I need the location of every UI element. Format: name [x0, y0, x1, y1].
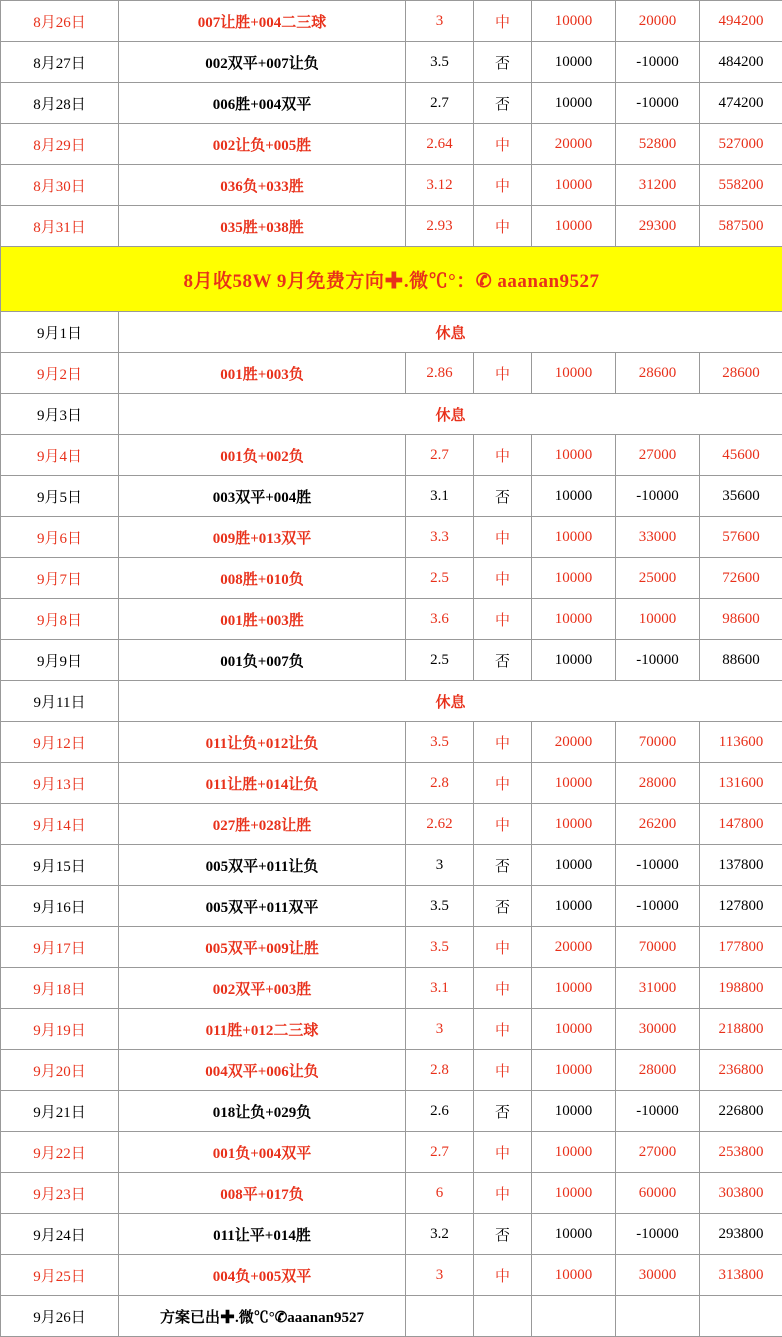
table-row — [1, 517, 782, 558]
row-stake: 10000 — [532, 476, 616, 517]
row-hit: 中 — [474, 124, 532, 165]
row-hit: 中 — [474, 517, 532, 558]
row-hit: 中 — [474, 599, 532, 640]
row-hit: 中 — [474, 763, 532, 804]
row-stake: 10000 — [532, 558, 616, 599]
row-date: 9月21日 — [1, 1091, 119, 1132]
row-odds: 2.8 — [406, 1050, 474, 1091]
row-date: 9月5日 — [1, 476, 119, 517]
row-date: 9月1日 — [1, 312, 119, 353]
row-total: 72600 — [700, 558, 782, 599]
row-hit: 否 — [474, 1214, 532, 1255]
row-profit: 60000 — [616, 1173, 700, 1214]
row-total: 484200 — [700, 42, 782, 83]
row-profit: 20000 — [616, 1, 700, 42]
row-total: 303800 — [700, 1173, 782, 1214]
row-date: 9月7日 — [1, 558, 119, 599]
row-profit: 26200 — [616, 804, 700, 845]
promo-banner-row — [1, 247, 782, 312]
empty-cell — [700, 1296, 782, 1337]
row-profit: -10000 — [616, 640, 700, 681]
row-profit: 33000 — [616, 517, 700, 558]
row-odds: 3.3 — [406, 517, 474, 558]
rest-label: 休息 — [119, 394, 782, 435]
row-profit: 30000 — [616, 1255, 700, 1296]
rest-label: 休息 — [119, 681, 782, 722]
row-profit: 27000 — [616, 435, 700, 476]
row-odds: 3.12 — [406, 165, 474, 206]
table-row — [1, 1050, 782, 1091]
rest-day-row — [1, 681, 782, 722]
row-odds: 3.5 — [406, 927, 474, 968]
row-hit: 中 — [474, 1050, 532, 1091]
row-pick: 002双平+007让负 — [119, 42, 406, 83]
table-row — [1, 804, 782, 845]
table-row — [1, 435, 782, 476]
row-total: 226800 — [700, 1091, 782, 1132]
row-hit: 否 — [474, 640, 532, 681]
row-stake: 10000 — [532, 1, 616, 42]
rest-day-row — [1, 312, 782, 353]
row-date: 9月16日 — [1, 886, 119, 927]
row-pick: 008平+017负 — [119, 1173, 406, 1214]
row-total: 98600 — [700, 599, 782, 640]
row-hit: 中 — [474, 1255, 532, 1296]
row-odds: 3 — [406, 845, 474, 886]
row-pick: 001负+002负 — [119, 435, 406, 476]
row-date: 9月26日 — [1, 1296, 119, 1337]
row-pick: 001负+004双平 — [119, 1132, 406, 1173]
row-date: 8月27日 — [1, 42, 119, 83]
row-pick: 035胜+038胜 — [119, 206, 406, 247]
row-pick: 005双平+011让负 — [119, 845, 406, 886]
table-row — [1, 353, 782, 394]
row-odds: 6 — [406, 1173, 474, 1214]
row-total: 131600 — [700, 763, 782, 804]
row-date: 8月30日 — [1, 165, 119, 206]
row-profit: 70000 — [616, 927, 700, 968]
row-hit: 中 — [474, 1, 532, 42]
row-pick: 011让胜+014让负 — [119, 763, 406, 804]
row-hit: 中 — [474, 353, 532, 394]
row-odds: 3.5 — [406, 722, 474, 763]
table-row — [1, 1091, 782, 1132]
table-row — [1, 206, 782, 247]
row-date: 9月20日 — [1, 1050, 119, 1091]
row-profit: 52800 — [616, 124, 700, 165]
row-stake: 10000 — [532, 1214, 616, 1255]
empty-cell — [616, 1296, 700, 1337]
row-profit: -10000 — [616, 42, 700, 83]
row-pick: 001负+007负 — [119, 640, 406, 681]
row-odds: 3 — [406, 1, 474, 42]
row-date: 9月17日 — [1, 927, 119, 968]
row-total: 253800 — [700, 1132, 782, 1173]
row-profit: 28600 — [616, 353, 700, 394]
row-stake: 10000 — [532, 353, 616, 394]
row-pick: 036负+033胜 — [119, 165, 406, 206]
row-total: 88600 — [700, 640, 782, 681]
row-hit: 中 — [474, 206, 532, 247]
row-total: 57600 — [700, 517, 782, 558]
row-date: 9月22日 — [1, 1132, 119, 1173]
row-hit: 否 — [474, 83, 532, 124]
promo-banner-text: 8月收58W 9月免费方向✚.微℃°：✆ aaanan9527 — [1, 247, 782, 312]
table-row — [1, 927, 782, 968]
table-row — [1, 763, 782, 804]
row-total: 28600 — [700, 353, 782, 394]
row-total: 35600 — [700, 476, 782, 517]
row-profit: 25000 — [616, 558, 700, 599]
row-profit: 30000 — [616, 1009, 700, 1050]
row-hit: 中 — [474, 1132, 532, 1173]
row-pick: 004双平+006让负 — [119, 1050, 406, 1091]
row-date: 9月3日 — [1, 394, 119, 435]
row-pick: 004负+005双平 — [119, 1255, 406, 1296]
table-row — [1, 165, 782, 206]
table-row — [1, 124, 782, 165]
table-row — [1, 558, 782, 599]
row-odds: 2.7 — [406, 435, 474, 476]
row-odds: 3 — [406, 1009, 474, 1050]
pending-plan-text: 方案已出✚.微℃°✆aaanan9527 — [119, 1296, 406, 1337]
row-pick: 011让平+014胜 — [119, 1214, 406, 1255]
row-pick: 002双平+003胜 — [119, 968, 406, 1009]
row-stake: 10000 — [532, 804, 616, 845]
row-date: 9月25日 — [1, 1255, 119, 1296]
row-hit: 中 — [474, 1009, 532, 1050]
row-profit: 70000 — [616, 722, 700, 763]
row-profit: -10000 — [616, 1091, 700, 1132]
row-hit: 中 — [474, 1173, 532, 1214]
row-total: 527000 — [700, 124, 782, 165]
row-date: 9月2日 — [1, 353, 119, 394]
row-pick: 005双平+011双平 — [119, 886, 406, 927]
row-total: 137800 — [700, 845, 782, 886]
row-date: 8月28日 — [1, 83, 119, 124]
row-stake: 20000 — [532, 927, 616, 968]
row-total: 236800 — [700, 1050, 782, 1091]
row-total: 293800 — [700, 1214, 782, 1255]
row-odds: 2.64 — [406, 124, 474, 165]
row-date: 9月6日 — [1, 517, 119, 558]
row-stake: 10000 — [532, 165, 616, 206]
row-hit: 中 — [474, 435, 532, 476]
row-pick: 002让负+005胜 — [119, 124, 406, 165]
row-hit: 中 — [474, 927, 532, 968]
row-stake: 10000 — [532, 599, 616, 640]
row-total: 45600 — [700, 435, 782, 476]
row-profit: -10000 — [616, 83, 700, 124]
row-hit: 否 — [474, 476, 532, 517]
table-row — [1, 1214, 782, 1255]
row-profit: 28000 — [616, 1050, 700, 1091]
row-hit: 中 — [474, 558, 532, 599]
row-odds: 2.93 — [406, 206, 474, 247]
row-total: 113600 — [700, 722, 782, 763]
row-pick: 005双平+009让胜 — [119, 927, 406, 968]
row-total: 218800 — [700, 1009, 782, 1050]
row-date: 9月23日 — [1, 1173, 119, 1214]
row-total: 177800 — [700, 927, 782, 968]
rest-day-row — [1, 394, 782, 435]
row-total: 494200 — [700, 1, 782, 42]
row-stake: 10000 — [532, 845, 616, 886]
row-odds: 3.2 — [406, 1214, 474, 1255]
row-profit: 27000 — [616, 1132, 700, 1173]
table-row — [1, 1173, 782, 1214]
row-pick: 011胜+012二三球 — [119, 1009, 406, 1050]
row-pick: 001胜+003负 — [119, 353, 406, 394]
row-stake: 10000 — [532, 1091, 616, 1132]
row-profit: -10000 — [616, 845, 700, 886]
row-pick: 001胜+003胜 — [119, 599, 406, 640]
row-profit: 28000 — [616, 763, 700, 804]
row-profit: 29300 — [616, 206, 700, 247]
row-stake: 10000 — [532, 206, 616, 247]
row-odds: 3.5 — [406, 886, 474, 927]
table-row — [1, 1132, 782, 1173]
row-odds: 3.6 — [406, 599, 474, 640]
row-pick: 011让负+012让负 — [119, 722, 406, 763]
row-profit: -10000 — [616, 886, 700, 927]
row-pick: 009胜+013双平 — [119, 517, 406, 558]
pending-plan-row — [1, 1296, 782, 1337]
empty-cell — [406, 1296, 474, 1337]
row-odds: 2.7 — [406, 1132, 474, 1173]
table-row — [1, 1, 782, 42]
table-row — [1, 476, 782, 517]
row-pick: 006胜+004双平 — [119, 83, 406, 124]
row-hit: 否 — [474, 845, 532, 886]
row-date: 9月4日 — [1, 435, 119, 476]
row-odds: 3 — [406, 1255, 474, 1296]
row-stake: 10000 — [532, 83, 616, 124]
row-total: 474200 — [700, 83, 782, 124]
row-total: 587500 — [700, 206, 782, 247]
row-stake: 20000 — [532, 124, 616, 165]
row-hit: 中 — [474, 804, 532, 845]
table-row — [1, 42, 782, 83]
row-total: 313800 — [700, 1255, 782, 1296]
row-date: 9月24日 — [1, 1214, 119, 1255]
row-stake: 10000 — [532, 42, 616, 83]
table-row — [1, 722, 782, 763]
row-total: 198800 — [700, 968, 782, 1009]
row-total: 147800 — [700, 804, 782, 845]
row-stake: 10000 — [532, 640, 616, 681]
row-odds: 3.1 — [406, 968, 474, 1009]
table-row — [1, 83, 782, 124]
empty-cell — [532, 1296, 616, 1337]
row-odds: 2.5 — [406, 640, 474, 681]
row-odds: 2.7 — [406, 83, 474, 124]
row-stake: 10000 — [532, 1173, 616, 1214]
table-row — [1, 1009, 782, 1050]
row-hit: 中 — [474, 165, 532, 206]
row-stake: 10000 — [532, 517, 616, 558]
row-date: 8月31日 — [1, 206, 119, 247]
row-profit: 31000 — [616, 968, 700, 1009]
row-odds: 3.5 — [406, 42, 474, 83]
empty-cell — [474, 1296, 532, 1337]
row-stake: 20000 — [532, 722, 616, 763]
row-stake: 10000 — [532, 435, 616, 476]
row-profit: -10000 — [616, 1214, 700, 1255]
row-stake: 10000 — [532, 1255, 616, 1296]
row-stake: 10000 — [532, 1050, 616, 1091]
row-stake: 10000 — [532, 1132, 616, 1173]
row-date: 8月29日 — [1, 124, 119, 165]
row-date: 9月12日 — [1, 722, 119, 763]
row-date: 9月19日 — [1, 1009, 119, 1050]
row-hit: 中 — [474, 968, 532, 1009]
row-pick: 003双平+004胜 — [119, 476, 406, 517]
row-date: 9月9日 — [1, 640, 119, 681]
row-hit: 中 — [474, 722, 532, 763]
row-profit: -10000 — [616, 476, 700, 517]
table-row — [1, 845, 782, 886]
row-odds: 2.86 — [406, 353, 474, 394]
row-pick: 007让胜+004二三球 — [119, 1, 406, 42]
row-date: 8月26日 — [1, 1, 119, 42]
row-odds: 2.8 — [406, 763, 474, 804]
row-date: 9月8日 — [1, 599, 119, 640]
row-odds: 2.5 — [406, 558, 474, 599]
row-profit: 10000 — [616, 599, 700, 640]
row-odds: 2.6 — [406, 1091, 474, 1132]
row-stake: 10000 — [532, 968, 616, 1009]
row-date: 9月15日 — [1, 845, 119, 886]
row-stake: 10000 — [532, 886, 616, 927]
row-stake: 10000 — [532, 763, 616, 804]
row-total: 558200 — [700, 165, 782, 206]
row-odds: 2.62 — [406, 804, 474, 845]
row-pick: 027胜+028让胜 — [119, 804, 406, 845]
row-hit: 否 — [474, 42, 532, 83]
rest-label: 休息 — [119, 312, 782, 353]
row-date: 9月13日 — [1, 763, 119, 804]
row-odds: 3.1 — [406, 476, 474, 517]
record-table-body — [1, 1, 782, 1337]
table-row — [1, 1255, 782, 1296]
row-total: 127800 — [700, 886, 782, 927]
table-row — [1, 599, 782, 640]
row-stake: 10000 — [532, 1009, 616, 1050]
table-row — [1, 886, 782, 927]
row-date: 9月11日 — [1, 681, 119, 722]
row-pick: 008胜+010负 — [119, 558, 406, 599]
row-date: 9月18日 — [1, 968, 119, 1009]
row-date: 9月14日 — [1, 804, 119, 845]
row-hit: 否 — [474, 886, 532, 927]
row-pick: 018让负+029负 — [119, 1091, 406, 1132]
row-profit: 31200 — [616, 165, 700, 206]
row-hit: 否 — [474, 1091, 532, 1132]
table-row — [1, 968, 782, 1009]
table-row — [1, 640, 782, 681]
